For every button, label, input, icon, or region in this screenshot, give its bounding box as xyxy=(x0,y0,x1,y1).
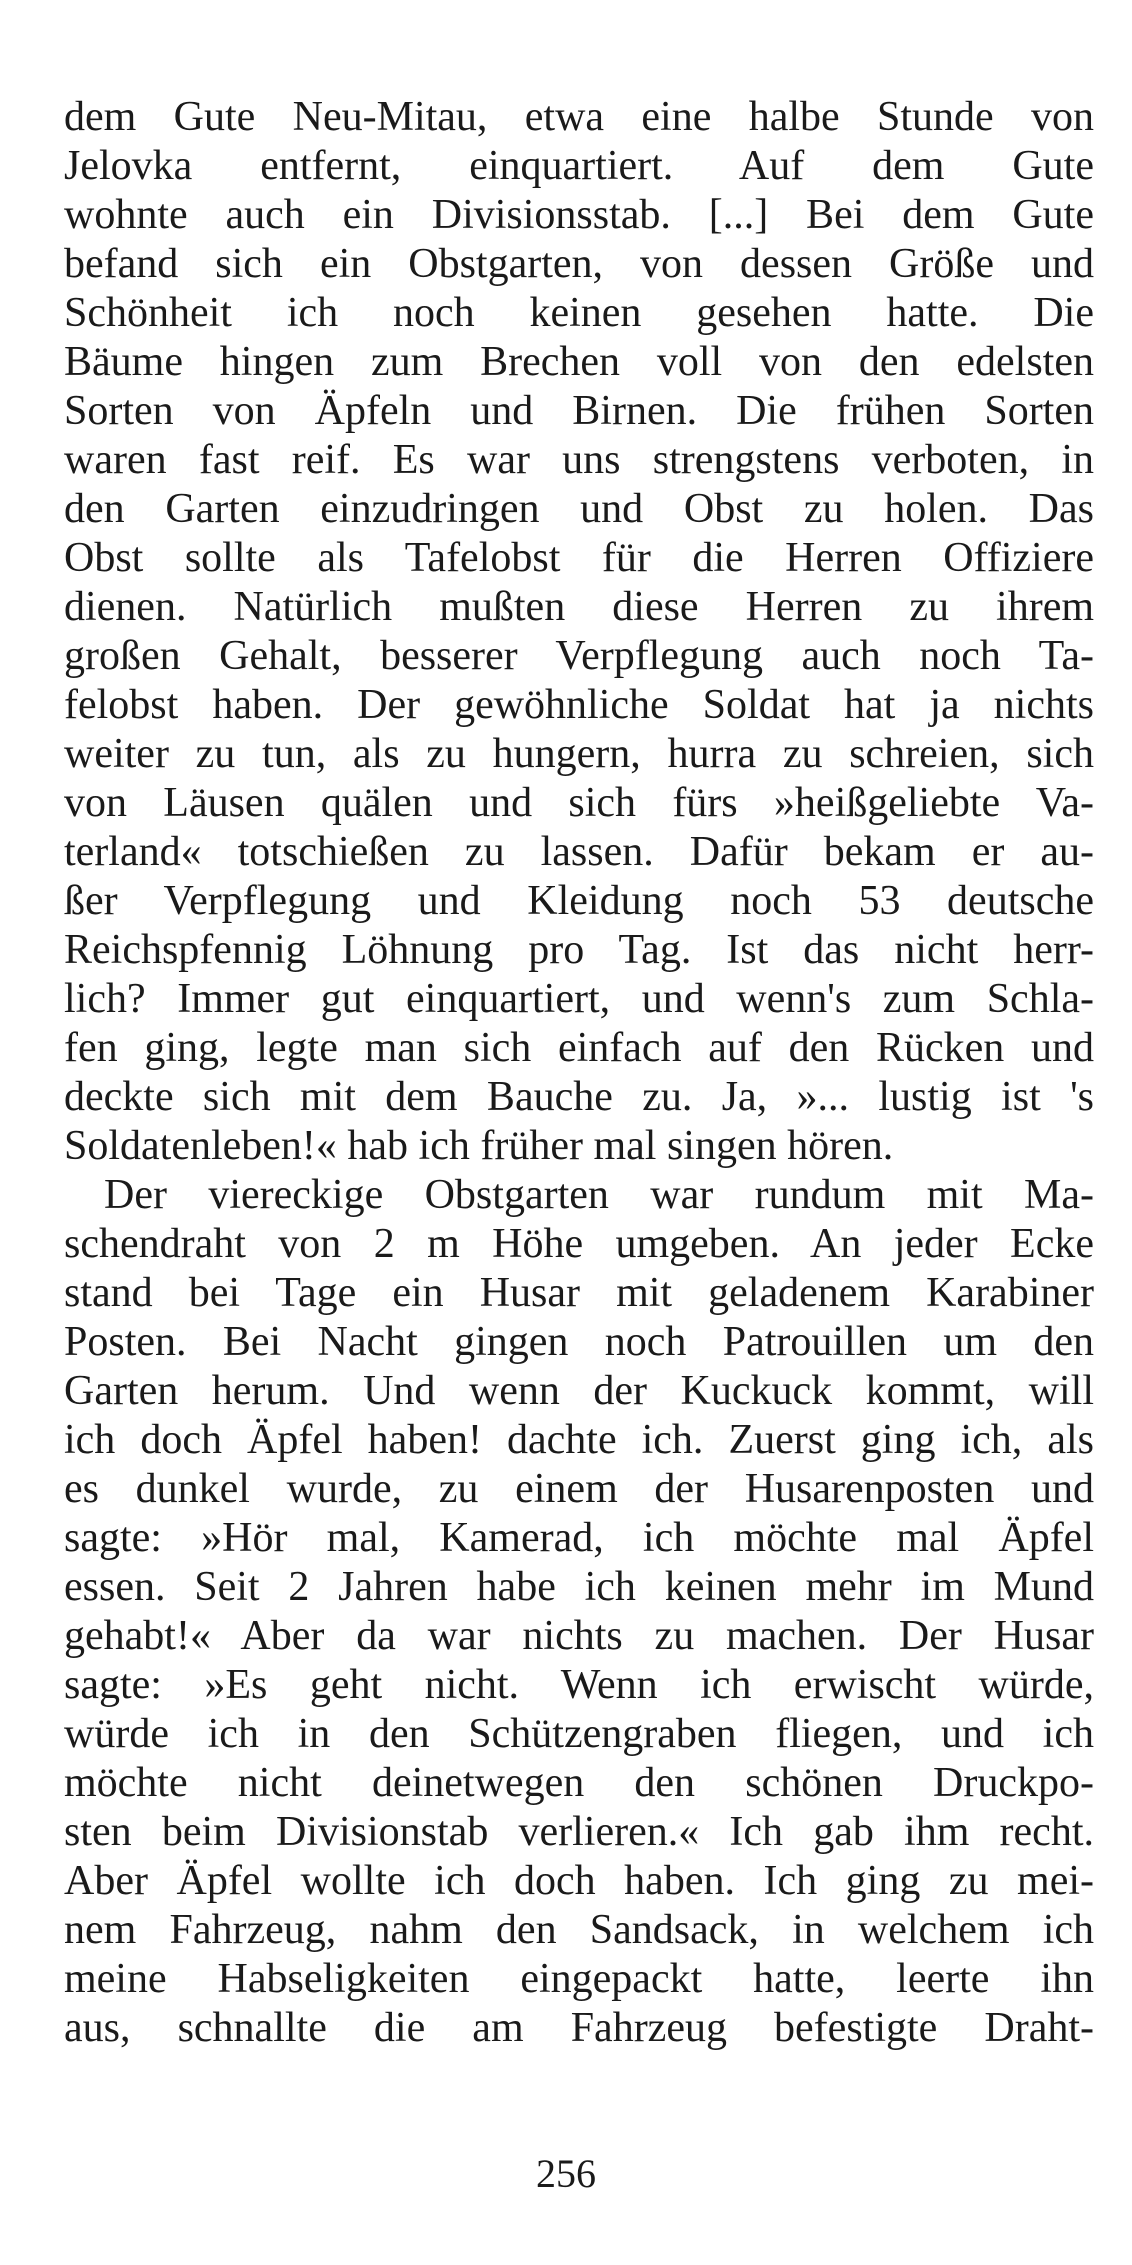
text-line: Garten herum. Und wenn der Kuckuck kommt, will xyxy=(64,1368,1094,1414)
text-line: ich doch Äpfel haben! dachte ich. Zuerst ging ich, als xyxy=(64,1417,1094,1463)
text-line: möchte nicht deinetwegen den schönen Druckpo- xyxy=(64,1760,1094,1806)
text-line: deckte sich mit dem Bauche zu. Ja, »... lustig ist 's xyxy=(64,1074,1094,1120)
text-line: Posten. Bei Nacht gingen noch Patrouillen um den xyxy=(64,1319,1094,1365)
text-line: Aber Äpfel wollte ich doch haben. Ich ging zu mei- xyxy=(64,1858,1094,1904)
text-line: großen Gehalt, besserer Verpflegung auch noch Ta- xyxy=(64,633,1094,679)
text-line: Jelovka entfernt, einquartiert. Auf dem Gute xyxy=(64,143,1094,189)
text-line: Bäume hingen zum Brechen voll von den edelsten xyxy=(64,339,1094,385)
text-line: nem Fahrzeug, nahm den Sandsack, in welchem ich xyxy=(64,1907,1094,1953)
text-line: von Läusen quälen und sich fürs »heißgeliebte Va- xyxy=(64,780,1094,826)
text-line: würde ich in den Schützengraben fliegen, und ich xyxy=(64,1711,1094,1757)
text-line: dem Gute Neu-Mitau, etwa eine halbe Stunde von xyxy=(64,94,1094,140)
text-line: es dunkel wurde, zu einem der Husarenposten und xyxy=(64,1466,1094,1512)
text-line: sagte: »Hör mal, Kamerad, ich möchte mal Äpfel xyxy=(64,1515,1094,1561)
text-line: dienen. Natürlich mußten diese Herren zu ihrem xyxy=(64,584,1094,630)
text-line: fen ging, legte man sich einfach auf den Rücken und xyxy=(64,1025,1094,1071)
text-line: wohnte auch ein Divisionsstab. [...] Bei dem Gute xyxy=(64,192,1094,238)
text-line: waren fast reif. Es war uns strengstens verboten, in xyxy=(64,437,1094,483)
text-line: essen. Seit 2 Jahren habe ich keinen mehr im Mund xyxy=(64,1564,1094,1610)
page-number: 256 xyxy=(536,2151,596,2196)
text-line: Sorten von Äpfeln und Birnen. Die frühen Sorten xyxy=(64,388,1094,434)
text-line: ßer Verpflegung und Kleidung noch 53 deutsche xyxy=(64,878,1094,924)
text-line: lich? Immer gut einquartiert, und wenn's zum Schla- xyxy=(64,976,1094,1022)
text-line: sagte: »Es geht nicht. Wenn ich erwischt würde, xyxy=(64,1662,1094,1708)
text-line: befand sich ein Obstgarten, von dessen Größe und xyxy=(64,241,1094,287)
body-text xyxy=(64,93,1094,2053)
text-line: den Garten einzudringen und Obst zu holen. Das xyxy=(64,486,1094,532)
text-line: gehabt!« Aber da war nichts zu machen. Der Husar xyxy=(64,1613,1094,1659)
text-line: Obst sollte als Tafelobst für die Herren Offiziere xyxy=(64,535,1094,581)
text-line: aus, schnallte die am Fahrzeug befestigte Draht- xyxy=(64,2005,1094,2051)
text-line: felobst haben. Der gewöhnliche Soldat hat ja nichts xyxy=(64,682,1094,728)
text-line: schendraht von 2 m Höhe umgeben. An jeder Ecke xyxy=(64,1221,1094,1267)
text-line: Schönheit ich noch keinen gesehen hatte. Die xyxy=(64,290,1094,336)
text-line: Der viereckige Obstgarten war rundum mit Ma- xyxy=(104,1172,1094,1218)
text-line: weiter zu tun, als zu hungern, hurra zu schreien, sich xyxy=(64,731,1094,777)
text-line: meine Habseligkeiten eingepackt hatte, leerte ihn xyxy=(64,1956,1094,2002)
text-line: Soldatenleben!« hab ich früher mal singen hören. xyxy=(64,1123,894,1169)
text-line: Reichspfennig Löhnung pro Tag. Ist das nicht herr- xyxy=(64,927,1094,973)
text-line: stand bei Tage ein Husar mit geladenem Karabiner xyxy=(64,1270,1094,1316)
text-line: sten beim Divisionstab verlieren.« Ich gab ihm recht. xyxy=(64,1809,1094,1855)
text-line: terland« totschießen zu lassen. Dafür bekam er au- xyxy=(64,829,1094,875)
